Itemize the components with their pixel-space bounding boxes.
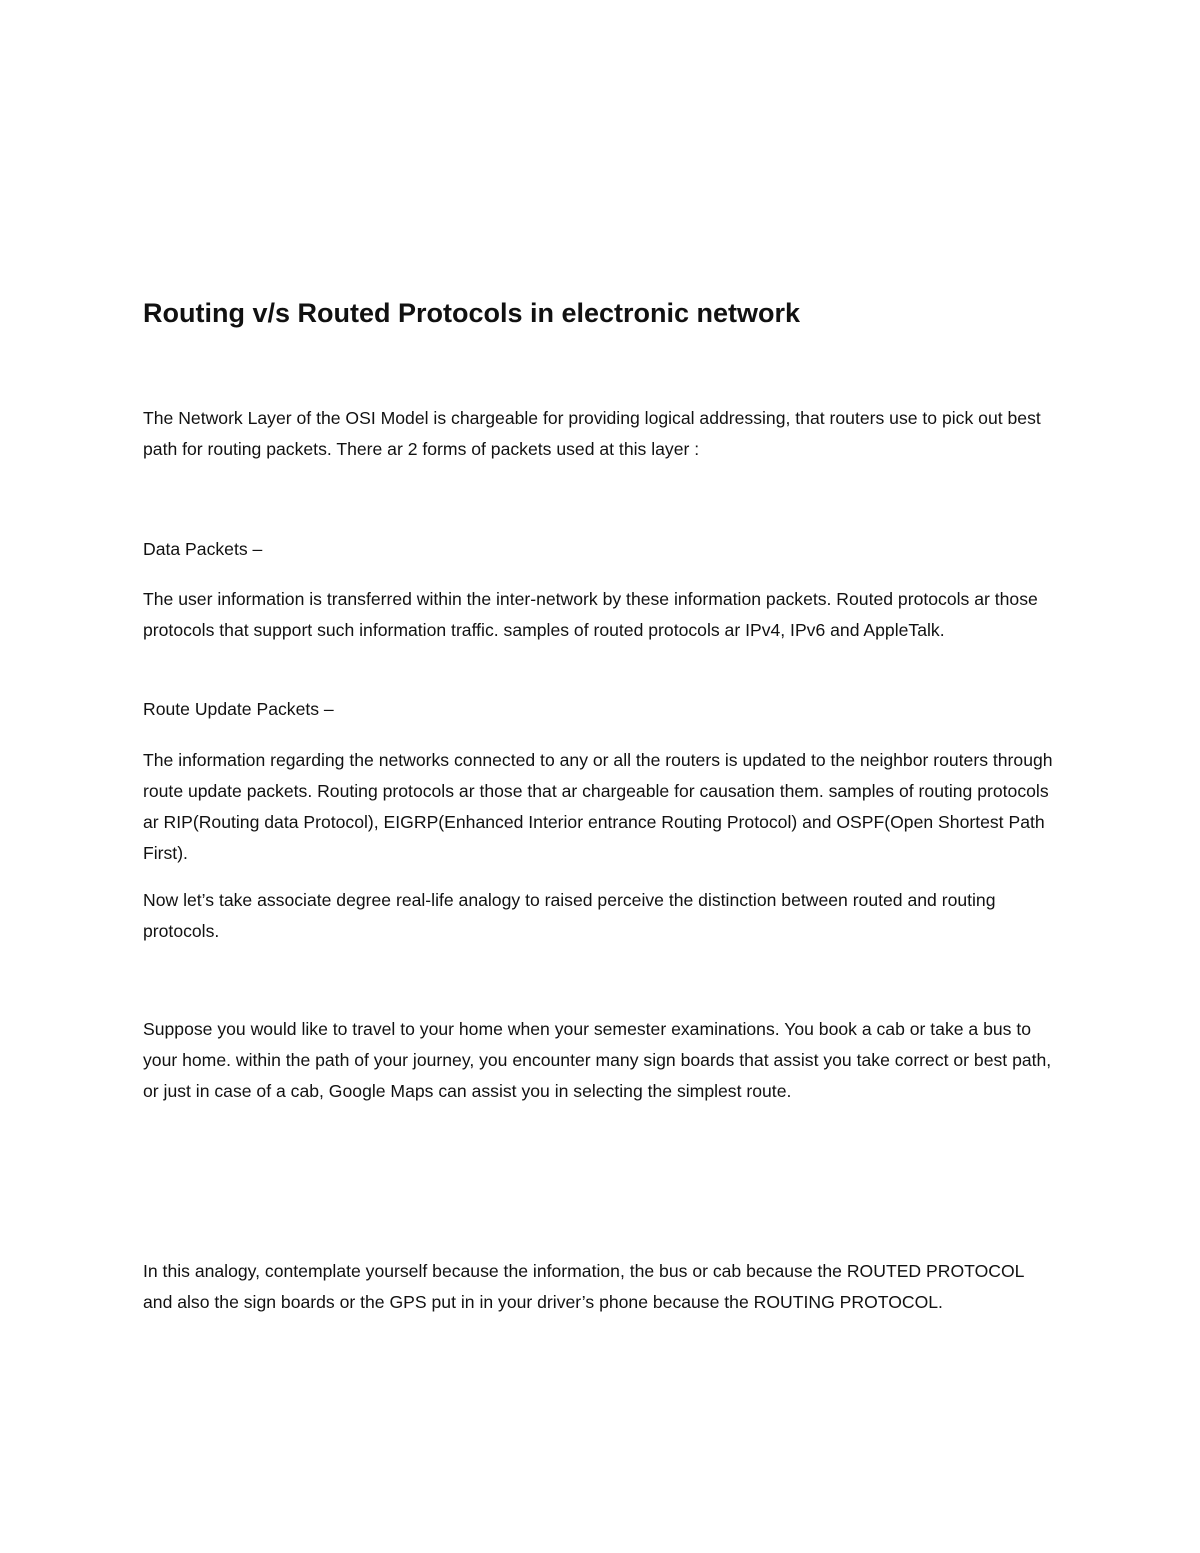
data-packets-heading: Data Packets – — [143, 539, 263, 559]
conclusion-paragraph: In this analogy, contemplate yourself because the information, the bus or cab because the ROUTED PROTOCOL and also the sign boards or the GPS put in in your driver’s phone because the ROUTING PROTOCOL. — [143, 1261, 1024, 1312]
analogy-story-paragraph: Suppose you would like to travel to your home when your semester examinations. You book a cab or take a bus to your home. within the path of your journey, you encounter many sign boards that assist you take correct or best path, or just in case of a cab, Google Maps can assist you in selecting the simplest route. — [143, 1019, 1052, 1101]
analogy-intro-paragraph: Now let’s take associate degree real-life analogy to raised perceive the distinction between routed and routing protocols. — [143, 890, 996, 941]
data-packets-paragraph: The user information is transferred within the inter-network by these information packets. Routed protocols ar those protocols that support such information traffic. samples of routed protocols ar IPv4, IPv6 and AppleTalk. — [143, 589, 1038, 640]
intro-paragraph: The Network Layer of the OSI Model is chargeable for providing logical addressing, that routers use to pick out best path for routing packets. There ar 2 forms of packets used at this layer : — [143, 408, 1041, 459]
document-title: Routing v/s Routed Protocols in electronic network — [143, 298, 801, 328]
route-update-heading: Route Update Packets – — [143, 699, 334, 719]
route-update-paragraph: The information regarding the networks connected to any or all the routers is updated to the neighbor routers through route update packets. Routing protocols ar those that ar chargeable for causation them. samples of routing protocols ar RIP(Routing data Protocol), EIGRP(Enhanced Interior entrance Routing Protocol) and OSPF(Open Shortest Path First). — [143, 750, 1053, 863]
